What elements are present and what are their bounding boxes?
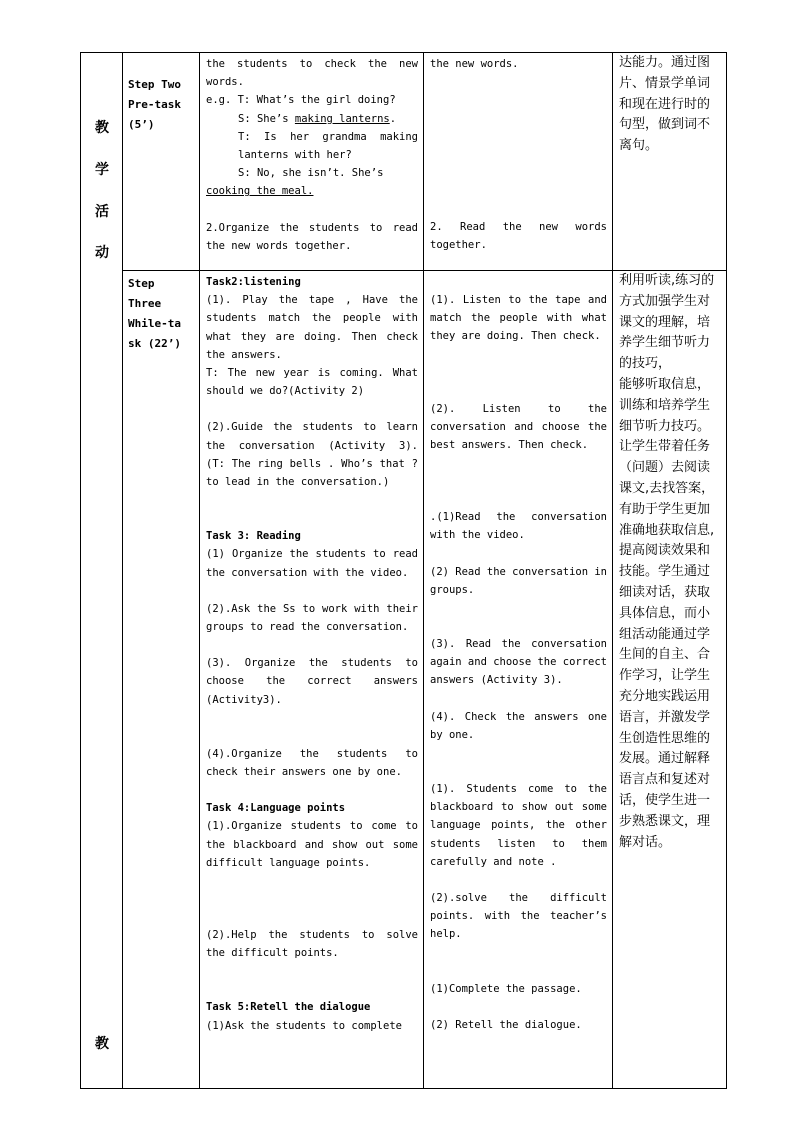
activity-side-label <box>81 53 123 1089</box>
student-text: (4). Check the answers one by one. <box>430 710 607 741</box>
teacher-text: S: No, she isn’t. She’s <box>238 167 384 180</box>
student-text: (2). Listen to the conversation and choose the best answers. Then check. <box>430 402 607 452</box>
student-text: (2) Read the conversation in groups. <box>430 565 608 596</box>
student-text: (1). Listen to the tape and match the people with what they are doing. Then check. <box>430 294 607 343</box>
teacher-text: (1)Ask the students to complete <box>206 1019 402 1032</box>
task-title: Task2:listening <box>206 276 301 288</box>
teacher-text: S: She’s making lanterns. <box>238 112 397 125</box>
task-title: Task 4:Language points <box>206 802 346 815</box>
student-text: .(1)Read the conversation with the video. <box>430 511 607 542</box>
teacher-text: 2.Organize the students to read the new words together. <box>206 221 418 252</box>
teacher-text: (4).Organize the students to check their answers one by one. <box>206 747 418 779</box>
task-title: Task 5:Retell the dialogue <box>206 1001 371 1014</box>
side-char-jiao-bottom: 教 <box>95 1036 109 1052</box>
teacher-activity-cell <box>200 53 424 271</box>
teacher-text: T: Is her grandma making lanterns with her? <box>238 130 418 162</box>
side-char-jiao: 教 <box>95 120 109 136</box>
step-cell <box>123 271 200 1089</box>
teacher-text: (1). Play the tape , Have the students match the people with what they are doing. Then check the answers. <box>206 294 418 361</box>
student-text: (1). Students come to the blackboard to show out some language points, the other students listen to them carefully and note . <box>430 783 607 868</box>
purpose-text: 利用听读,练习的方式加强学生对课文的理解，培养学生细节听力的技巧， <box>619 273 715 372</box>
teacher-activity-cell <box>200 271 424 1089</box>
task-title: Task 3: Reading <box>206 530 301 543</box>
student-text: (2) Retell the dialogue. <box>430 1018 582 1031</box>
student-text: (3). Read the conversation again and choose the correct answers (Activity 3). <box>430 638 608 687</box>
teacher-text: the students to check the new words. <box>206 58 418 89</box>
teacher-text: (2).Ask the Ss to work with their groups to read the conversation. <box>206 602 418 634</box>
side-char-dong: 动 <box>95 245 109 261</box>
step-line: Pre-task <box>128 98 181 111</box>
step-line: (5’) <box>128 118 155 131</box>
teacher-text: (2).Guide the students to learn the conversation (Activity 3). (T: The ring bells . Who’s that ? to lead in the conversation.) <box>206 421 418 489</box>
step-line: While-ta <box>128 317 181 330</box>
teacher-text: (3). Organize the students to choose the correct answers (Activity3). <box>206 657 418 706</box>
step-cell <box>123 53 200 271</box>
step-line: Three <box>128 297 162 310</box>
student-text: the new words. <box>430 58 519 70</box>
purpose-cell <box>613 271 727 1089</box>
side-char-xue: 学 <box>95 162 109 178</box>
step-line: sk (22’) <box>128 337 181 350</box>
student-activity-cell <box>424 271 613 1089</box>
lesson-plan-table <box>80 52 727 1089</box>
side-char-huo: 活 <box>95 204 109 220</box>
teacher-text: (1) Organize the students to read the conversation with the video. <box>206 548 418 579</box>
teacher-text: e.g. T: What’s the girl doing? <box>206 94 396 107</box>
step-line: Step <box>128 277 155 290</box>
teacher-text: (1).Organize students to come to the blackboard and show out some difficult language points. <box>206 820 418 869</box>
student-activity-cell <box>424 53 613 271</box>
purpose-text: 能够听取信息，训练和培养学生细节听力技巧。 <box>619 376 711 434</box>
student-text: 2. Read the new words together. <box>430 221 607 252</box>
teacher-text: T: The new year is coming. What should we do?(Activity 2) <box>206 367 418 398</box>
teacher-text: cooking the meal. <box>206 185 314 198</box>
purpose-cell <box>613 53 727 271</box>
student-text: (1)Complete the passage. <box>430 982 582 995</box>
purpose-text: 让学生带着任务（问题）去阅读课文,去找答案，有助于学生更加准确地获取信息,提高阅读效果和技能。学生通过细读对话，获取具体信息，而小组活动能通过学生间的自主、合作学习，让学生充分地实践运用语言，并激发学生创造性思维的发展。通过解释语言点和复述对话，使学生进一步熟悉课文，理解对话。 <box>619 439 715 850</box>
step-line: Step Two <box>128 78 181 91</box>
purpose-text: 达能力。通过图片、情景学单词和现在进行时的句型，做到词不离句。 <box>619 55 711 154</box>
student-text: (2).solve the difficult points. with the teacher’s help. <box>430 892 607 941</box>
teacher-text: (2).Help the students to solve the difficult points. <box>206 929 418 960</box>
